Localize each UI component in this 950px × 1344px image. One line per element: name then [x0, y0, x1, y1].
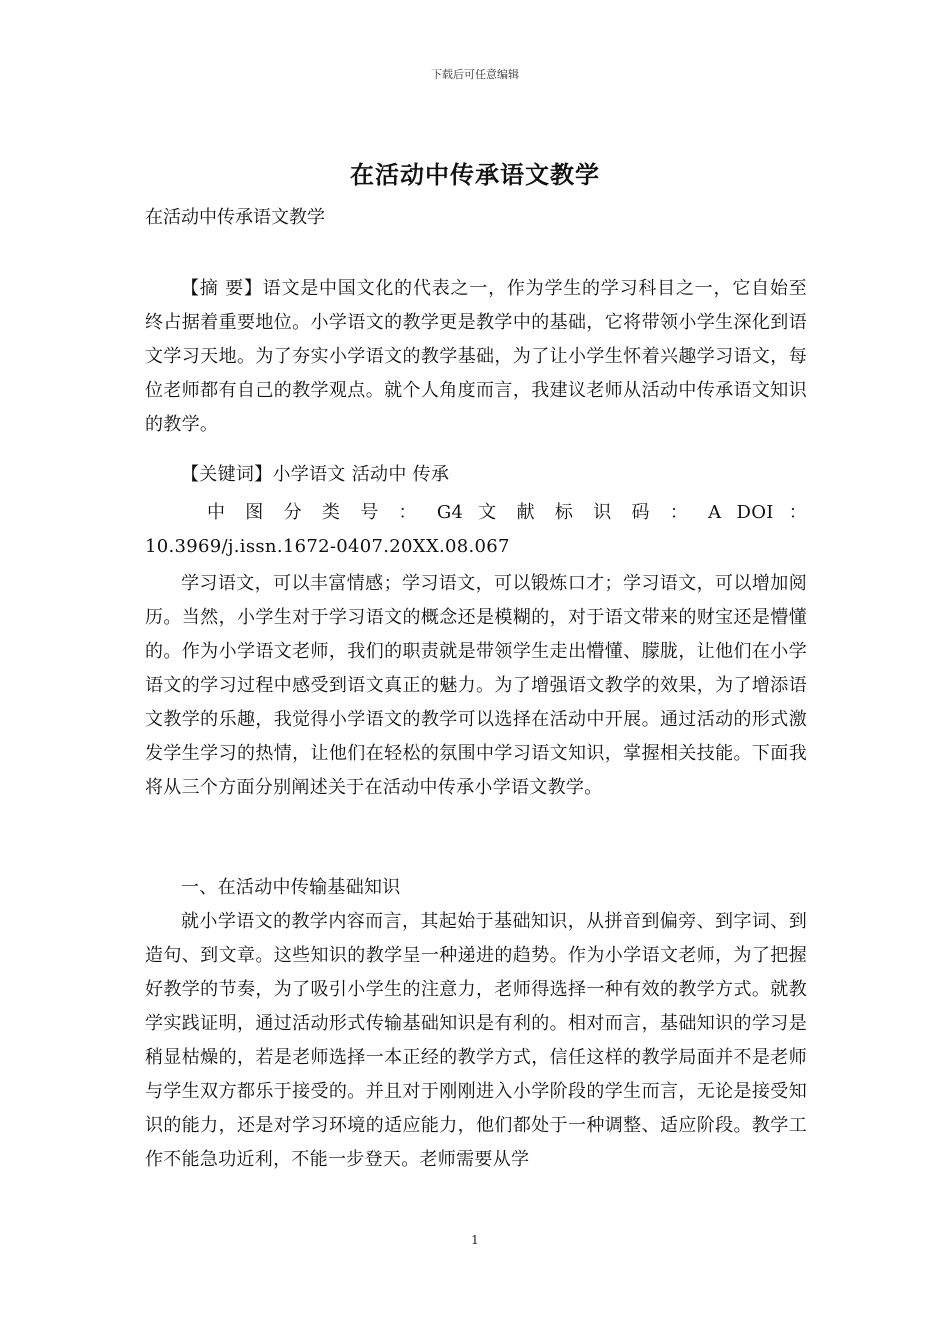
keywords-block — [145, 458, 807, 492]
header-note: 下载后可任意编辑 — [431, 68, 519, 81]
abstract-block — [145, 272, 807, 442]
section-paragraph: 就小学语文的教学内容而言，其起始于基础知识，从拼音到偏旁、到字词、到造句、到文章。这些知识的教学呈一种递进的趋势。作为小学语文老师，为了把握好教学的节奏，为了吸引小学生的注意力，老师得选择一种有效的教学方式。就教学实践证明，通过活动形式传输基础知识是有利的。相对而言，基础知识的学习是稍显枯燥的，若是老师选择一本正经的教学方式，信任这样的教学局面并不是老师与学生双方都乐于接受的。并且对于刚刚进入小学阶段的学生而言，无论是接受知识的能力，还是对学习环境的适应能力，他们都处于一种调整、适应阶段。教学工作不能急功近利，不能一步登天。老师需要从学 — [145, 911, 807, 1170]
page-number: 1 — [471, 1233, 479, 1247]
abstract-paragraph: 【摘 要】语文是中国文化的代表之一，作为学生的学习科目之一，它自始至终占据着重要地位。小学语文的教学更是教学中的基础，它将带领小学生深化到语文学习天地。为了夯实小学语文的教学基础，为了让小学生怀着兴趣学习语文，每位老师都有自己的教学观点。就个人角度而言，我建议老师从活动中传承语文知识的教学。 — [145, 278, 807, 435]
intro-block — [145, 567, 807, 805]
section-heading-block — [145, 871, 807, 905]
section-heading: 一、在活动中传输基础知识 — [181, 877, 401, 898]
keywords-line: 【关键词】小学语文 活动中 传承 — [181, 464, 450, 485]
classification-block — [145, 496, 807, 564]
intro-paragraph: 学习语文，可以丰富情感；学习语文，可以锻炼口才；学习语文，可以增加阅历。当然，小学生对于学习语文的概念还是模糊的，对于语文带来的财宝还是懵懂的。作为小学语文老师，我们的职责就是带领学生走出懵懂、朦胧，让他们在小学语文的学习过程中感受到语文真正的魅力。为了增强语文教学的效果，为了增添语文教学的乐趣，我觉得小学语文的教学可以选择在活动中开展。通过活动的形式激发学生学习的热情，让他们在轻松的氛围中学习语文知识，掌握相关技能。下面我将从三个方面分别阐述关于在活动中传承小学语文教学。 — [145, 573, 807, 798]
classification-line: 中 图 分 类 号 ： G4 文 献 标 识 码 ： A DOI ： 10.3969/j.issn.1672-0407.20XX.08.067 — [145, 502, 807, 557]
document-subtitle: 在活动中传承语文教学 — [145, 207, 325, 228]
document-title: 在活动中传承语文教学 — [350, 160, 600, 189]
section-body-block — [145, 905, 807, 1177]
